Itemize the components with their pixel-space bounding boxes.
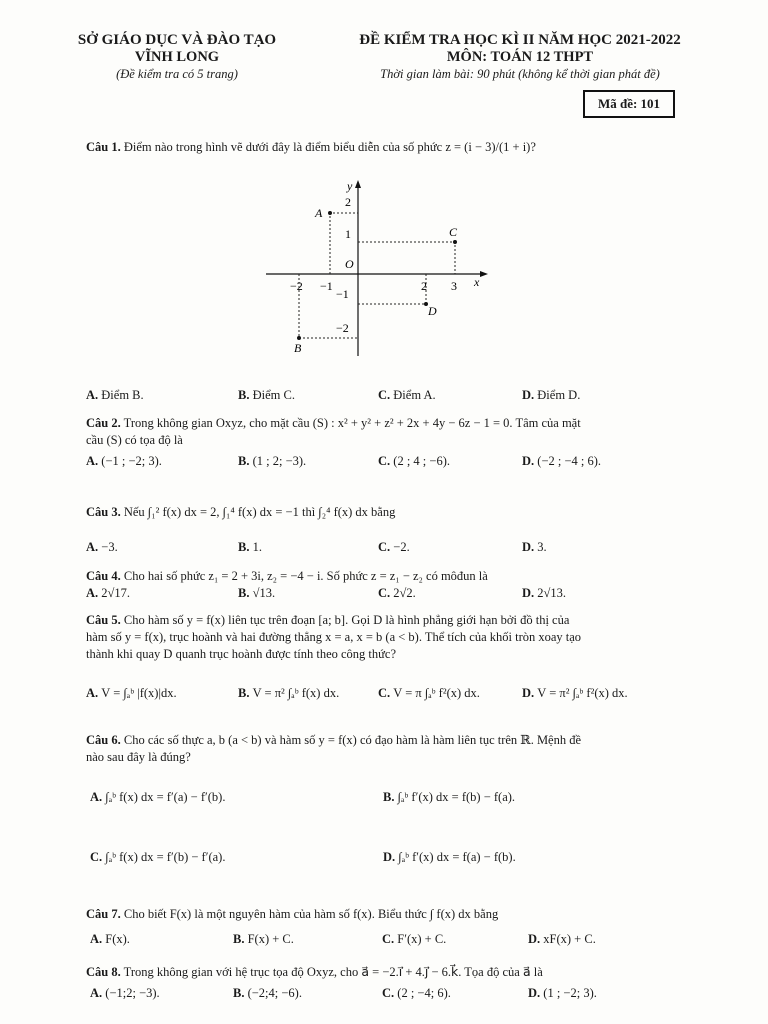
label-point-c: C xyxy=(449,225,458,239)
origin-label: O xyxy=(345,257,354,271)
question-text: Cho hai số phức z₁ = 2 + 3i, z₂ = −4 − i. Số phức z = z₁ − z₂ có môđun là xyxy=(123,569,488,583)
q1-option-c[interactable]: C. Điểm A. xyxy=(378,388,436,402)
question-text: Cho biết F(x) là một nguyên hàm của hàm số f(x). Biểu thức ∫ f(x) dx bằng xyxy=(123,907,499,921)
q5-option-a[interactable]: A. V = ∫ₐᵇ |f(x)|dx. xyxy=(86,686,177,700)
question-text-line1: Cho hàm số y = f(x) liên tục trên đoạn [a; b]. Gọi D là hình phẳng giới hạn bởi đồ thị của xyxy=(123,613,570,627)
q6-option-a[interactable]: A. ∫ₐᵇ f(x) dx = f′(a) − f′(b). xyxy=(90,790,226,804)
q4-option-c[interactable]: C. 2√2. xyxy=(378,586,416,600)
question-text-line1: Cho các số thực a, b (a < b) và hàm số y = f(x) có đạo hàm là hàm liên tục trên ℝ. Mệnh đề xyxy=(123,733,582,747)
q3-option-a[interactable]: A. −3. xyxy=(86,540,118,554)
question-label: Câu 4. xyxy=(86,569,121,583)
question-text-line2: nào sau đây là đúng? xyxy=(86,750,191,764)
y-axis-label: y xyxy=(347,180,353,193)
question-text: Nếu ∫₁² f(x) dx = 2, ∫₁⁴ f(x) dx = −1 thì ∫₂⁴ f(x) dx bằng xyxy=(123,505,396,519)
question-label: Câu 8. xyxy=(86,965,121,979)
time-note: Thời gian làm bài: 90 phút (không kể thời gian phát đề) xyxy=(380,67,660,81)
department-name: SỞ GIÁO DỤC VÀ ĐÀO TẠO xyxy=(77,32,277,48)
question-8 xyxy=(86,964,543,981)
q7-option-b[interactable]: B. F(x) + C. xyxy=(233,932,294,946)
question-label: Câu 5. xyxy=(86,613,121,627)
exam-title: ĐỀ KIỂM TRA HỌC KÌ II NĂM HỌC 2021-2022 xyxy=(359,32,681,48)
q3-option-c[interactable]: C. −2. xyxy=(378,540,410,554)
q7-option-a[interactable]: A. F(x). xyxy=(90,932,130,946)
q6-option-d[interactable]: D. ∫ₐᵇ f′(x) dx = f(a) − f(b). xyxy=(383,850,516,864)
q3-option-b[interactable]: B. 1. xyxy=(238,540,262,554)
question-1 xyxy=(86,139,536,156)
q8-option-d[interactable]: D. (1 ; −2; 3). xyxy=(528,986,597,1000)
question-text-line2: hàm số y = f(x), trục hoành và hai đường thẳng x = a, x = b (a < b). Thể tích của khối tròn xoay tạo xyxy=(86,630,582,644)
tick-y-2: 2 xyxy=(345,195,351,209)
q6-option-b[interactable]: B. ∫ₐᵇ f′(x) dx = f(b) − f(a). xyxy=(383,790,516,804)
q2-option-d[interactable]: D. (−2 ; −4 ; 6). xyxy=(522,454,602,468)
tick-x-neg2: −2 xyxy=(290,279,303,293)
q4-option-d[interactable]: D. 2√13. xyxy=(522,586,567,600)
question-2 xyxy=(86,415,581,449)
q4-option-b[interactable]: B. √13. xyxy=(238,586,276,600)
header-right xyxy=(315,32,725,82)
x-axis-label: x xyxy=(474,275,480,289)
question-text: Điểm nào trong hình vẽ dưới đây là điểm biểu diễn của số phức z = (i − 3)/(1 + i)? xyxy=(123,140,536,154)
q5-option-c[interactable]: C. V = π ∫ₐᵇ f²(x) dx. xyxy=(378,686,480,700)
q2-option-c[interactable]: C. (2 ; 4 ; −6). xyxy=(378,454,450,468)
header-left xyxy=(62,32,292,82)
question-4 xyxy=(86,568,488,585)
q1-option-b[interactable]: B. Điểm C. xyxy=(238,388,295,402)
exam-code-box: Mã đề: 101 xyxy=(583,90,675,118)
question-3 xyxy=(86,504,395,521)
question-text: Trong không gian với hệ trục tọa độ Oxyz, cho a⃗ = −2.i⃗ + 4.j⃗ − 6.k⃗. Tọa độ của a⃗ là xyxy=(123,965,543,979)
q7-option-d[interactable]: D. xF(x) + C. xyxy=(528,932,596,946)
label-point-b: B xyxy=(294,341,302,355)
q1-option-a[interactable]: A. Điểm B. xyxy=(86,388,144,402)
tick-y-1: 1 xyxy=(345,227,351,241)
question-label: Câu 3. xyxy=(86,505,121,519)
page-count-note: (Đề kiểm tra có 5 trang) xyxy=(116,67,238,81)
question-text-line1: Trong không gian Oxyz, cho mặt cầu (S) : x² + y² + z² + 2x + 4y − 6z − 1 = 0. Tâm của mặt xyxy=(123,416,581,430)
tick-x-3: 3 xyxy=(451,279,457,293)
point-a xyxy=(328,211,332,215)
q2-option-b[interactable]: B. (1 ; 2; −3). xyxy=(238,454,307,468)
complex-plane-figure xyxy=(262,180,512,360)
label-point-d: D xyxy=(428,304,437,318)
question-label: Câu 1. xyxy=(86,140,121,154)
question-label: Câu 7. xyxy=(86,907,121,921)
question-label: Câu 6. xyxy=(86,733,121,747)
q4-option-a[interactable]: A. 2√17. xyxy=(86,586,131,600)
tick-x-2: 2 xyxy=(421,279,427,293)
question-label: Câu 2. xyxy=(86,416,121,430)
subject-title: MÔN: TOÁN 12 THPT xyxy=(446,49,594,65)
question-7 xyxy=(86,906,498,923)
q8-option-b[interactable]: B. (−2;4; −6). xyxy=(233,986,302,1000)
question-text-line3: thành khi quay D quanh trục hoành được tính theo công thức? xyxy=(86,647,397,661)
tick-y-neg2: −2 xyxy=(336,321,349,335)
q5-option-b[interactable]: B. V = π² ∫ₐᵇ f(x) dx. xyxy=(238,686,340,700)
q2-option-a[interactable]: A. (−1 ; −2; 3). xyxy=(86,454,162,468)
question-6 xyxy=(86,732,581,766)
point-b xyxy=(297,336,301,340)
q1-option-d[interactable]: D. Điểm D. xyxy=(522,388,581,402)
tick-y-neg1: −1 xyxy=(336,287,349,301)
q7-option-c[interactable]: C. F′(x) + C. xyxy=(382,932,447,946)
q6-option-c[interactable]: C. ∫ₐᵇ f(x) dx = f′(b) − f′(a). xyxy=(90,850,226,864)
q5-option-d[interactable]: D. V = π² ∫ₐᵇ f²(x) dx. xyxy=(522,686,628,700)
question-5 xyxy=(86,612,581,663)
label-point-a: A xyxy=(315,206,323,220)
tick-x-neg1: −1 xyxy=(320,279,333,293)
question-text-line2: cầu (S) có tọa độ là xyxy=(86,433,183,447)
province-name: VĨNH LONG xyxy=(134,49,220,65)
q3-option-d[interactable]: D. 3. xyxy=(522,540,547,554)
q8-option-a[interactable]: A. (−1;2; −3). xyxy=(90,986,160,1000)
point-c xyxy=(453,240,457,244)
q8-option-c[interactable]: C. (2 ; −4; 6). xyxy=(382,986,451,1000)
